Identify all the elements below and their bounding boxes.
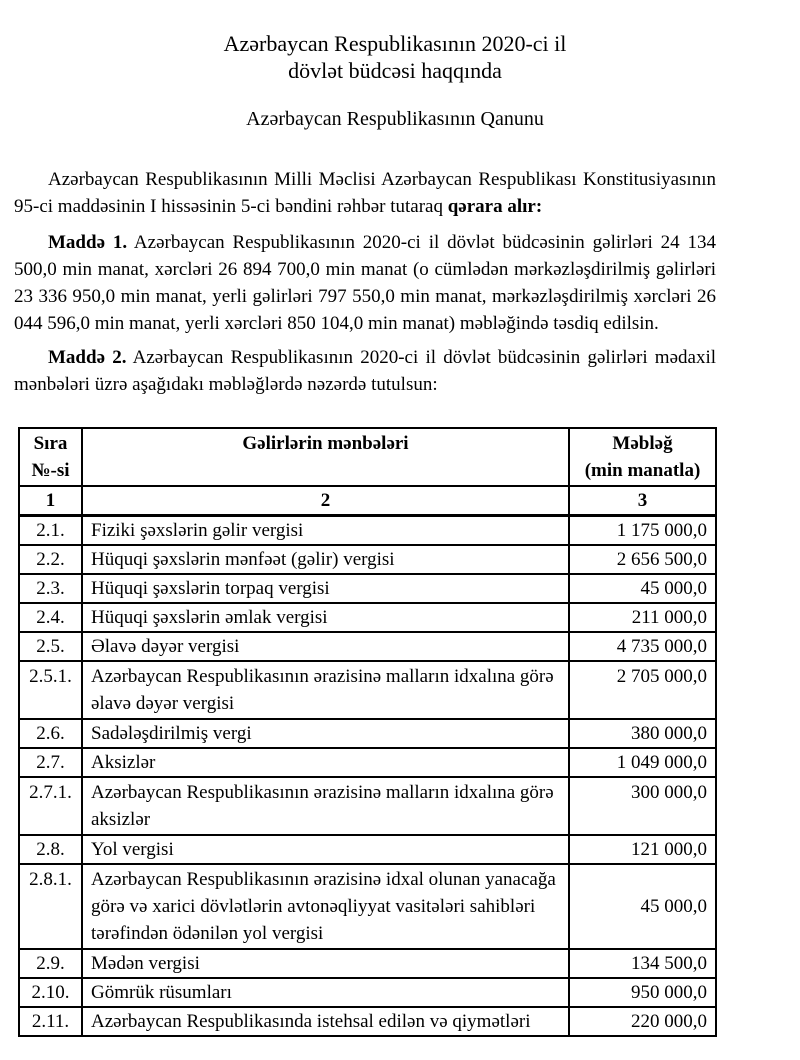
header-number-line1: Sıra	[33, 433, 68, 454]
row-source-cell: Azərbaycan Respublikasının ərazisinə malların idxalına görə əlavə dəyər vergisi	[82, 661, 569, 719]
table-row	[19, 603, 716, 632]
header-number-line2: №-si	[31, 460, 70, 481]
table-row	[19, 978, 716, 1007]
document-title	[44, 30, 746, 84]
row-source-cell: Yol vergisi	[82, 835, 569, 864]
article-2-text: Azərbaycan Respublikasının 2020-ci il dövlət büdcəsinin gəlirləri mədaxil mənbələri üzrə aşağıdakı məbləğlərdə nəzərdə tutulsun:	[14, 347, 717, 395]
row-amount-cell: 220 000,0	[569, 1007, 716, 1036]
revenue-sources-table	[18, 427, 717, 1037]
table-row	[19, 574, 716, 603]
row-source-cell: Fiziki şəxslərin gəlir vergisi	[82, 516, 569, 546]
document-title-line1: Azərbaycan Respublikasının 2020-ci il	[223, 31, 567, 56]
row-source-cell: Gömrük rüsumları	[82, 978, 569, 1007]
column-numbering-row	[19, 486, 716, 516]
row-number-cell: 2.5.	[19, 632, 82, 661]
table-row	[19, 545, 716, 574]
table-row	[19, 835, 716, 864]
row-number-cell: 2.4.	[19, 603, 82, 632]
row-source-cell: Hüquqi şəxslərin mənfəət (gəlir) vergisi	[82, 545, 569, 574]
row-number-cell: 2.7.1.	[19, 777, 82, 835]
row-number-cell: 2.9.	[19, 949, 82, 978]
row-amount-cell: 2 705 000,0	[569, 661, 716, 719]
column-number-1: 1	[19, 486, 82, 516]
article-1-label: Maddə 1.	[48, 232, 128, 253]
row-amount-cell: 300 000,0	[569, 777, 716, 835]
header-amount-line2: (min manatla)	[584, 460, 701, 481]
article-1-text: Azərbaycan Respublikasının 2020-ci il dövlət büdcəsinin gəlirləri 24 134 500,0 min manat, xərcləri 26 894 700,0 min manat (o cümlədən mərkəzləşdirilmiş gəlirləri 23 336 950,0 min manat, yerli gəlirləri 797 550,0 min manat, mərkəzləşdirilmiş xərcləri 26 044 596,0 min manat, yerli xərcləri 850 104,0 min manat) məbləğində təsdiq edilsin.	[14, 232, 716, 334]
table-row	[19, 777, 716, 835]
row-amount-cell: 45 000,0	[569, 864, 716, 949]
row-number-cell: 2.8.	[19, 835, 82, 864]
article-2-paragraph	[14, 344, 716, 398]
row-source-cell: Azərbaycan Respublikasında istehsal edilən və qiymətləri	[82, 1007, 569, 1036]
row-number-cell: 2.8.1.	[19, 864, 82, 949]
table-row	[19, 1007, 716, 1036]
article-1-paragraph	[14, 229, 716, 337]
column-number-3: 3	[569, 486, 716, 516]
row-source-cell: Mədən vergisi	[82, 949, 569, 978]
row-number-cell: 2.7.	[19, 748, 82, 777]
row-number-cell: 2.1.	[19, 516, 82, 546]
header-cell-amount	[569, 428, 716, 486]
table-row	[19, 864, 716, 949]
row-number-cell: 2.3.	[19, 574, 82, 603]
article-2-label: Maddə 2.	[48, 347, 127, 368]
table-row	[19, 661, 716, 719]
header-source-label: Gəlirlərin mənbələri	[242, 433, 409, 454]
row-source-cell: Azərbaycan Respublikasının ərazisinə idxal olunan yanacağa görə və xarici dövlətlərin avtonəqliyyat vasitələri sahibləri tərəfindən ödənilən yol vergisi	[82, 864, 569, 949]
row-amount-cell: 4 735 000,0	[569, 632, 716, 661]
row-amount-cell: 380 000,0	[569, 719, 716, 748]
preamble-bold-text: qərara alır:	[447, 196, 543, 217]
table-row	[19, 748, 716, 777]
document-subtitle: Azərbaycan Respublikasının Qanunu	[246, 108, 544, 130]
row-amount-cell: 211 000,0	[569, 603, 716, 632]
table-row	[19, 632, 716, 661]
preamble-paragraph	[14, 166, 716, 220]
preamble-text: Azərbaycan Respublikasının Milli Məclisi Azərbaycan Respublikası Konstitusiyasının 95-ci maddəsinin I hissəsinin 5-ci bəndini rəhbər tutaraq	[14, 169, 716, 217]
row-amount-cell: 1 049 000,0	[569, 748, 716, 777]
table-row	[19, 949, 716, 978]
row-amount-cell: 950 000,0	[569, 978, 716, 1007]
header-amount-line1: Məbləğ	[612, 433, 673, 454]
column-number-2: 2	[82, 486, 569, 516]
row-source-cell: Azərbaycan Respublikasının ərazisinə malların idxalına görə aksizlər	[82, 777, 569, 835]
header-cell-number	[19, 428, 82, 486]
row-number-cell: 2.2.	[19, 545, 82, 574]
row-number-cell: 2.5.1.	[19, 661, 82, 719]
row-source-cell: Əlavə dəyər vergisi	[82, 632, 569, 661]
row-number-cell: 2.10.	[19, 978, 82, 1007]
table-header-row	[19, 428, 716, 486]
row-source-cell: Hüquqi şəxslərin əmlak vergisi	[82, 603, 569, 632]
table-row	[19, 516, 716, 546]
row-amount-cell: 45 000,0	[569, 574, 716, 603]
row-number-cell: 2.6.	[19, 719, 82, 748]
row-amount-cell: 121 000,0	[569, 835, 716, 864]
header-cell-source	[82, 428, 569, 486]
document-title-line2: dövlət büdcəsi haqqında	[288, 58, 502, 83]
table-row	[19, 719, 716, 748]
row-source-cell: Hüquqi şəxslərin torpaq vergisi	[82, 574, 569, 603]
row-amount-cell: 134 500,0	[569, 949, 716, 978]
row-amount-cell: 2 656 500,0	[569, 545, 716, 574]
row-source-cell: Sadələşdirilmiş vergi	[82, 719, 569, 748]
row-number-cell: 2.11.	[19, 1007, 82, 1036]
row-source-cell: Aksizlər	[82, 748, 569, 777]
row-amount-cell: 1 175 000,0	[569, 516, 716, 546]
